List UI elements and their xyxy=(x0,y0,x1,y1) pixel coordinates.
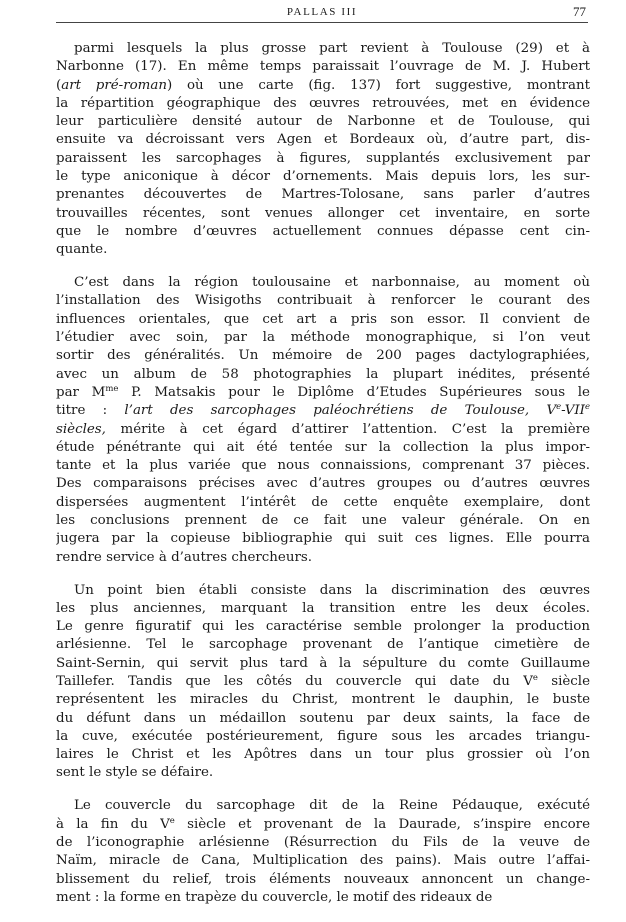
italic-text: siècles, xyxy=(56,421,106,437)
text-line xyxy=(56,347,590,365)
paragraph xyxy=(56,274,590,567)
text-line xyxy=(56,131,590,149)
text-line xyxy=(56,691,590,709)
text-line xyxy=(56,292,590,310)
text-line xyxy=(56,889,590,907)
text-line xyxy=(56,384,590,402)
text-run: siècle et provenant de la Daurade, s’inspire encore xyxy=(174,816,590,832)
text-run: laires le Christ et les Apôtres dans un tour plus grossier où l’on xyxy=(56,747,590,763)
text-line xyxy=(56,186,590,204)
text-run: parmi lesquels la plus grosse part revient à Toulouse (29) et à xyxy=(74,41,590,56)
superscript: e xyxy=(556,402,562,413)
text-line xyxy=(56,402,590,420)
text-run: du défunt dans un médaillon soutenu par deux saints, la face de xyxy=(56,710,590,726)
text-line xyxy=(56,816,590,834)
text-run: arlésienne. Tel le sarcophage provenant de l’antique cimetière de xyxy=(56,637,590,653)
text-run: à la fin du V xyxy=(56,816,170,832)
text-run: le type aniconique à décor d’ornements. Mais depuis lors, les sur- xyxy=(56,169,590,185)
text-run: l’étudier avec soin, par la méthode monographique, si l’on veut xyxy=(56,330,590,346)
text-run: ensuite va décroissant vers Agen et Bordeaux où, d’autre part, dis- xyxy=(56,132,590,148)
text-run: jugera par la copieuse bibliographie qui suit ces lignes. Elle pourra xyxy=(56,531,590,547)
text-run: ( xyxy=(56,77,62,93)
text-line xyxy=(56,168,590,186)
text-run: les conclusions prennent de ce fait une valeur générale. On en xyxy=(56,513,590,529)
text-run: tante et la plus variée que nous connaissions, comprenant 37 pièces. xyxy=(56,458,590,474)
page-number: 77 xyxy=(573,4,586,19)
text-line xyxy=(56,530,590,548)
superscript: e xyxy=(584,402,590,413)
italic-text: l’art des sarcophages paléochrétiens de Toulouse, V xyxy=(124,403,557,419)
text-run: avec un album de 58 photographies la plupart inédites, présenté xyxy=(56,366,590,382)
text-run: que le nombre d’œuvres actuellement connues dépasse cent cin- xyxy=(56,223,590,239)
text-line xyxy=(56,40,590,58)
text-line xyxy=(56,512,590,530)
text-line xyxy=(56,549,590,567)
text-line xyxy=(56,457,590,475)
text-run: ment : la forme en trapèze du couvercle, le motif des rideaux de xyxy=(56,889,493,905)
text-run: Le genre figuratif qui les caractérise semble prolonger la production xyxy=(56,619,590,635)
superscript: e xyxy=(532,672,538,683)
text-run: Naïm, miracle de Cana, Multiplication des pains). Mais outre l’affai- xyxy=(56,853,590,869)
text-run: représentent les miracles du Christ, montrent le dauphin, le buste xyxy=(56,692,590,708)
text-line xyxy=(56,797,590,815)
text-line xyxy=(56,655,590,673)
text-run: Un point bien établi consiste dans la discrimination des œuvres xyxy=(74,582,590,598)
text-line xyxy=(56,150,590,168)
paragraph xyxy=(56,40,590,260)
text-line xyxy=(56,366,590,384)
text-run: rendre service à d’autres chercheurs. xyxy=(56,549,312,565)
text-run: leur particulière densité autour de Narbonne et de Toulouse, qui xyxy=(56,114,590,130)
text-run: trouvailles récentes, sont venues allonger cet inventaire, en sorte xyxy=(56,205,590,221)
text-line xyxy=(56,77,590,95)
text-line xyxy=(56,274,590,292)
text-line xyxy=(56,95,590,113)
text-run: titre : xyxy=(56,403,125,419)
text-run: mérite à cet égard d’attirer l’attention. C’est la première xyxy=(105,421,590,437)
text-line xyxy=(56,329,590,347)
text-line xyxy=(56,618,590,636)
text-run: blissement du relief, trois éléments nouveaux annoncent un change- xyxy=(56,871,590,887)
text-run: ) où une carte (fig. 137) fort suggestive, montrant xyxy=(166,77,590,93)
text-line xyxy=(56,205,590,223)
text-run: influences orientales, que cet art a pris son essor. Il convient de xyxy=(56,311,590,327)
text-run: Des comparaisons précises avec d’autres groupes ou d’autres œuvres xyxy=(56,476,590,492)
text-line xyxy=(56,582,590,600)
text-line xyxy=(56,475,590,493)
italic-text: -VII xyxy=(561,403,585,419)
text-line xyxy=(56,223,590,241)
text-line xyxy=(56,494,590,512)
text-line xyxy=(56,834,590,852)
text-line xyxy=(56,439,590,457)
text-run: étude pénétrante qui ait été tentée sur la collection la plus impor- xyxy=(56,439,590,455)
text-line xyxy=(56,311,590,329)
text-run: prenantes découvertes de Martres-Tolosane, sans parler d’autres xyxy=(56,187,590,203)
text-line xyxy=(56,636,590,654)
text-line xyxy=(56,764,590,782)
body-text xyxy=(56,40,590,922)
text-line xyxy=(56,871,590,889)
text-run: Le couvercle du sarcophage dit de la Reine Pédauque, exécuté xyxy=(74,798,590,814)
paragraph xyxy=(56,797,590,907)
text-run: siècle xyxy=(537,673,590,689)
text-run: paraissent les sarcophages à figures, supplantés exclusivement par xyxy=(56,150,590,166)
text-line xyxy=(56,746,590,764)
text-run: la cuve, exécutée postérieurement, figure sous les arcades triangu- xyxy=(56,728,590,744)
running-title: PALLAS III xyxy=(286,6,358,18)
text-line xyxy=(56,673,590,691)
text-line xyxy=(56,58,590,76)
text-run: sent le style se défaire. xyxy=(56,765,214,781)
text-run: la répartition géographique des œuvres retrouvées, met en évidence xyxy=(56,95,590,111)
text-run: Taillefer. Tandis que les côtés du couvercle qui date du V xyxy=(56,673,533,689)
text-line xyxy=(56,852,590,870)
superscript: e xyxy=(169,815,175,826)
text-run: P. Matsakis pour le Diplôme d’Etudes Supérieures sous le xyxy=(118,384,590,400)
text-line xyxy=(56,728,590,746)
text-line xyxy=(56,421,590,439)
text-run: Narbonne (17). En même temps paraissait l’ouvrage de M. J. Hubert xyxy=(56,59,590,75)
text-run: Saint-Sernin, qui servit plus tard à la sépulture du comte Guillaume xyxy=(56,655,590,671)
text-run: quante. xyxy=(56,242,108,258)
superscript: me xyxy=(105,383,119,394)
text-run: l’installation des Wisigoths contribuait à renforcer le courant des xyxy=(56,293,590,309)
text-run: sortir des généralités. Un mémoire de 200 pages dactylographiées, xyxy=(56,348,590,364)
text-line xyxy=(56,113,590,131)
italic-text: art pré-roman xyxy=(61,77,167,93)
running-header xyxy=(56,0,588,23)
text-line xyxy=(56,710,590,728)
text-run: les plus anciennes, marquant la transition entre les deux écoles. xyxy=(56,600,590,616)
paragraph xyxy=(56,582,590,783)
text-run: de l’iconographie arlésienne (Résurrection du Fils de la veuve de xyxy=(56,834,590,850)
text-run: par M xyxy=(56,384,106,400)
text-line xyxy=(56,600,590,618)
text-line xyxy=(56,241,590,259)
text-run: dispersées augmentent l’intérêt de cette enquête exemplaire, dont xyxy=(56,494,590,510)
text-run: C’est dans la région toulousaine et narbonnaise, au moment où xyxy=(74,275,590,291)
